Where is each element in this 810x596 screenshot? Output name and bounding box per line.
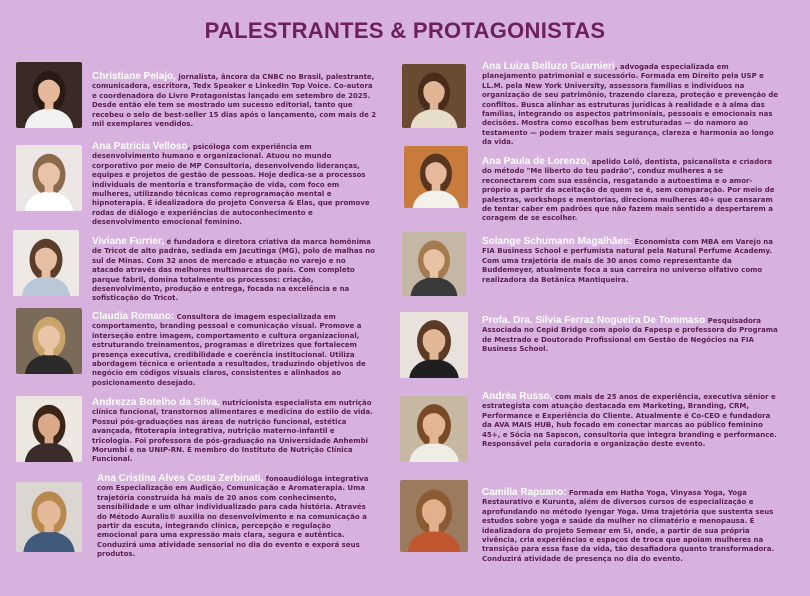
speaker-photo [402,232,466,296]
speaker-name: Ana Luiza Belluzo Guarnieri [482,61,615,72]
speaker-description: Formada em Hatha Yoga, Vinyasa Yoga, Yoga Restaurativo e Kurunta, além de diversos cursos de especialização e aprofundando no método Iyengar Yoga. Uma trajetória que sustenta seus estudos sobre yoga e saúde da mulher no climatério e menopausa. É idealizadora do projeto Semear em Si, onde, a partir de sua própria vivência, cria experiências e espaços de troca que apoiam mulheres na transição para essa fase da vida, tão desafiadora quanto transformadora. Conduzirá atividade de presença no dia do evento. [482,489,775,563]
speaker-name: Camilla Rapuano: [482,487,567,498]
speaker-bio [92,72,377,129]
speaker-description: com mais de 25 anos de experiência, executiva sênior e estrategista com atuação destacada em Marketing, Branding, CRM, Performance e Experiência do Cliente. Atualmente é Co-CEO e fundadora da AVA MAIS HUB, hub focado em conectar marcas ao público feminino 45+, e Sócia na Sapscon, consultoria que integra branding e performance. Responsável pela curadoria e organização deste evento. [482,393,777,449]
speaker-photo [16,62,82,128]
speaker-photo [16,396,82,462]
speaker-photo [400,396,468,462]
speaker-bio [482,157,780,224]
speaker-description: Consultora de imagem especializada em comportamento, branding pessoal e comunicação visual. Promove a interseção entre imagem, comportamento e cultura organizacional, estruturando treinamentos, programas e diretrizes que fortalecem presença executiva, credibilidade e coerência institucional. Utiliza abordagem técnica e orientada a resultados, traduzindo objetivos de negócio em códigos visuais claros, consistentes e alinhados ao posicionamento desejado. [92,313,366,387]
speaker-photo [400,480,468,552]
speaker-name: Viviane Furrier, [92,236,165,247]
speaker-description: Economista com MBA em Varejo na FIA Business School e perfumista natural pela Natural Perfume Academy. Com uma trajetória de mais de 30 anos como representante da Buddemeyer, atualmente foca a sua carreira no universo olfativo como realizadora da Botânica Mantiqueira. [482,238,774,284]
speaker-name: Andrezza Botelho da Silva, [92,397,220,408]
speaker-bio [482,316,780,355]
speaker-bio [482,488,780,564]
speaker-name: Ana Cristina Alves Costa Zerbinati, [97,473,264,484]
speaker-bio [92,142,377,228]
speaker-bio [482,62,780,148]
speaker-photo [404,146,468,208]
speaker-description: , psicóloga com experiência em desenvolvimento humano e organizacional. Atuou no mundo corporativo por meio de MP Consultoria, desenvolvendo lideranças, equipes e projetos de gestão de pessoas. Hoje dedica-se a processos individuais de mentoria e transformação de vida, com foco em mulheres, utilizando técnicas como reprogramação mental e hipnoterapia. É idealizadora do projeto Conversa & Elas, que promove rodas de diálogo e experiências de autoconhecimento e desenvolvimento emocional feminino. [92,143,370,227]
speaker-description: nutricionista especialista em nutrição clínica funcional, transtornos alimentares e medicina do estilo de vida. Possui pós-graduações nas áreas de nutrição funcional, estética avançada, fitoterapia integrativa, nutrição materno-infantil e tricologia. Foi professora de pós-graduação na Universidade Anhembi Morumbi e na UNIP-RN. É membro do Instituto de Nutrição Clínica Funcional. [92,399,373,464]
speaker-bio [482,237,780,285]
speaker-bio [92,312,377,388]
speaker-name: Ana Patricia Velloso [92,141,188,152]
speaker-bio [97,474,372,560]
speaker-bio [482,392,780,449]
speaker-description: jornalista, âncora da CNBC no Brasil, palestrante, comunicadora, escritora, Tedx Speaker e LinkedIn Top Voice. Co-autora e coordenadora do Livro Protagonistas lançado em setembro de 2025. Desde então ele tem se mostrado um sucesso editorial, tanto que recebeu o selo de best-seller 15 dias após o lançamento, com mais de 2 mil exemplares vendidos. [92,73,377,129]
speaker-description: Pesquisadora Associada no Cepid Bridge com apoio da Fapesp e professora do Programa de Mestrado e Doutorado Profissional em Gestão de Negócios na FIA Business School. [482,317,778,354]
speaker-photo [400,312,468,378]
speaker-description: apelido Lolô, dentista, psicanalista e criadora do método "Me liberto do teu padrão", conduz mulheres a se reconectarem com sua essência, resgatando a autoestima e o amor-próprio a partir da aceitação de quem se é, sem comparação. Por meio de palestras, workshops e mentorias, direciona mulheres 40+ que cansaram de tentar caber em padrões que não fazem mais sentido a despertarem a coragem de se escolher. [482,158,775,223]
speaker-description: é fundadora e diretora criativa da marca homônima de Tricot de alto padrão, sediada em Jacutinga (MG), polo de malhas no sul de Minas. Com 32 anos de mercado e atuação no varejo e no atacado através das melhores multimarcas do país. Com completo parque fabril, domina totalmente os processos: criação, desenvolvimento, produção e entrega, focada na excelência e na sofisticação do Tricot. [92,238,375,303]
speaker-photo [16,308,82,374]
speaker-photo [16,482,82,552]
speaker-bio [92,237,377,304]
speaker-photo [13,230,79,296]
speaker-description: fonoaudióloga integrativa com Especialização em Audição, Comunicação e Aromaterapia. Uma trajetória construída há mais de 20 anos com conhecimento, sensibilidade e um olhar individualizado para cada história. Através do Método Auralis® auxilia no desenvolvimento e na comunicação a partir da escuta, integrando clínica, percepção e regulação emocional para uma expressão mais clara, segura e autêntica. Conduzirá uma atividade sensorial no dia do evento e exporá seus produtos. [97,475,369,559]
speaker-bio [92,398,377,465]
page-title: PALESTRANTES & PROTAGONISTAS [204,18,606,43]
speaker-name: Ana Paula de Lorenzo, [482,156,590,167]
speaker-name: Christiane Pelajo, [92,71,176,82]
speaker-name: Solange Schumann Magalhães: [482,236,633,247]
speaker-photo [402,64,466,128]
speaker-photo [16,145,82,211]
speaker-name: Claudia Romano: [92,311,175,322]
speaker-name: Andréa Russo, [482,391,553,402]
speaker-description: , advogada especializada em planejamento patrimonial e sucessório. Formada em Direito pela USP e LL.M. pela New York University, assessora famílias e indivíduos na organização de seu patrimônio, trazendo clareza, proteção e prevenção de conflitos. Busca alinhar as estruturas jurídicas à realidade e à alma das famílias, integrando os aspectos patrimoniais, pessoais e emocionais nas decisões. Mostra como escolhas bem estruturadas — do namoro ao testamento — podem trazer mais segurança, clareza e harmonia ao longo da vida. [482,63,779,147]
speaker-name: Profa. Dra. Silvia Ferraz Nogueira De Tommaso [482,315,706,326]
